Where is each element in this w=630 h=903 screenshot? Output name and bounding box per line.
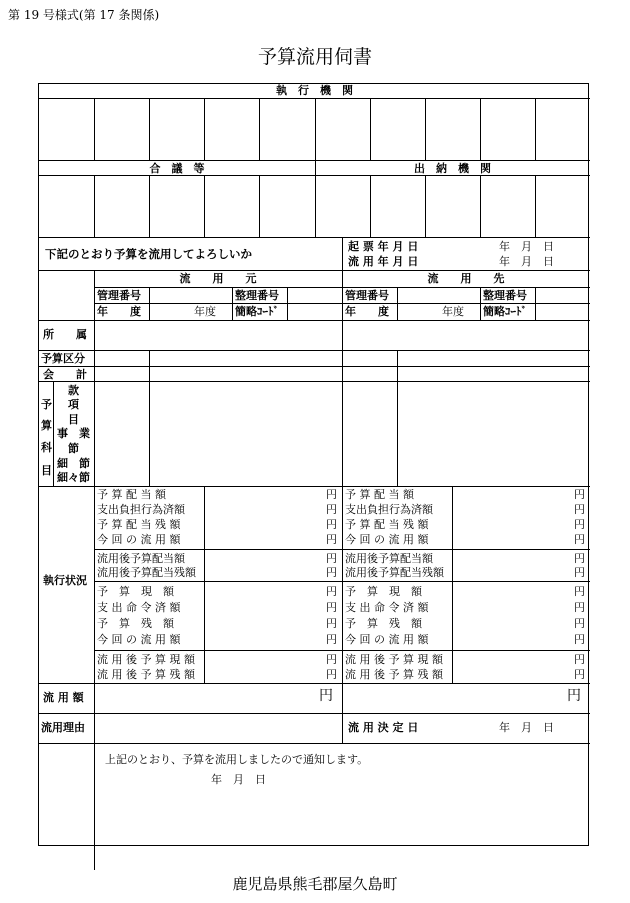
dst-status-label-4: 今 回 の 流 用 額	[345, 533, 429, 546]
notice-text: 上記のとおり、予算を流用しましたので通知します。	[105, 753, 369, 766]
subject-saisaisetsu: 細々節	[57, 471, 90, 484]
affiliation-label: 所 属	[43, 328, 87, 341]
header-execution-org: 執 行 機 関	[276, 84, 353, 97]
subject-setsu: 節	[68, 442, 79, 455]
draft-date-label: 起 票 年 月 日	[348, 240, 419, 253]
src-status-label-8: 支 出 命 令 済 額	[97, 601, 181, 614]
dst-status-unit-5: 円	[574, 552, 585, 565]
dst-status-label-10: 今 回 の 流 用 額	[345, 633, 429, 646]
dest-short-code-label: 簡略ｺｰﾄﾞ	[483, 305, 527, 318]
source-mgmt-no-label: 管理番号	[97, 289, 141, 302]
src-status-label-2: 支出負担行為済額	[97, 503, 185, 516]
src-status-unit-3: 円	[326, 518, 337, 531]
src-status-label-6: 流用後予算配当残額	[97, 566, 196, 579]
header-treasury: 出 納 機 関	[414, 162, 491, 175]
notice-date: 年 月 日	[211, 773, 266, 786]
source-short-code-label: 簡略ｺｰﾄﾞ	[235, 305, 279, 318]
subject-saisetsu: 細 節	[57, 457, 90, 470]
subject-side-4: 目	[41, 464, 52, 477]
dest-ref-no-label: 整理番号	[483, 289, 527, 302]
dst-status-label-6: 流用後予算配当残額	[345, 566, 444, 579]
dst-status-label-7: 予 算 現 額	[345, 585, 422, 598]
municipality-name: 鹿児島県熊毛郡屋久島町	[232, 875, 398, 893]
dst-status-unit-2: 円	[574, 503, 585, 516]
source-fiscal-year-label: 年 度	[97, 305, 141, 318]
src-status-label-1: 予 算 配 当 額	[97, 488, 166, 501]
form-number: 第 19 号様式(第 17 条関係)	[8, 8, 160, 22]
dest-amount-unit: 円	[567, 688, 581, 704]
src-status-unit-9: 円	[326, 617, 337, 630]
dst-status-label-11: 流 用 後 予 算 現 額	[345, 653, 443, 666]
dst-status-unit-11: 円	[574, 653, 585, 666]
src-status-label-10: 今 回 の 流 用 額	[97, 633, 181, 646]
src-status-unit-12: 円	[326, 668, 337, 681]
src-status-unit-4: 円	[326, 533, 337, 546]
dst-status-label-12: 流 用 後 予 算 残 額	[345, 668, 443, 681]
src-status-label-9: 予 算 残 額	[97, 617, 174, 630]
draft-date-value: 年 月 日	[499, 240, 554, 253]
document-title: 予算流用伺書	[257, 46, 372, 68]
dest-year-suffix: 年度	[442, 305, 464, 318]
src-status-label-5: 流用後予算配当額	[97, 552, 185, 565]
transfer-amount-label: 流 用 額	[43, 691, 84, 704]
decision-date-value: 年 月 日	[499, 721, 554, 734]
subject-moku: 目	[68, 413, 79, 426]
request-text: 下記のとおり予算を流用してよろしいか	[45, 247, 252, 261]
execution-status-label: 執行状況	[43, 574, 87, 587]
source-label: 流 用 元	[179, 272, 257, 285]
dst-status-label-9: 予 算 残 額	[345, 617, 422, 630]
src-status-label-7: 予 算 現 額	[97, 585, 174, 598]
dst-status-unit-8: 円	[574, 601, 585, 614]
dest-fiscal-year-label: 年 度	[345, 305, 389, 318]
subject-jigyou: 事 業	[57, 427, 90, 440]
src-status-unit-2: 円	[326, 503, 337, 516]
src-status-label-4: 今 回 の 流 用 額	[97, 533, 181, 546]
dst-status-label-8: 支 出 命 令 済 額	[345, 601, 429, 614]
subject-side-2: 算	[41, 419, 52, 432]
dst-status-unit-12: 円	[574, 668, 585, 681]
budget-transfer-form	[38, 83, 589, 846]
dst-status-label-1: 予 算 配 当 額	[345, 488, 414, 501]
src-status-unit-7: 円	[326, 585, 337, 598]
accounting-label: 会 計	[43, 368, 87, 381]
src-status-unit-11: 円	[326, 653, 337, 666]
destination-label: 流 用 先	[427, 272, 505, 285]
src-status-unit-5: 円	[326, 552, 337, 565]
dest-mgmt-no-label: 管理番号	[345, 289, 389, 302]
decision-date-label: 流 用 決 定 日	[348, 721, 419, 734]
dst-status-unit-4: 円	[574, 533, 585, 546]
src-status-label-11: 流 用 後 予 算 現 額	[97, 653, 195, 666]
source-amount-unit: 円	[319, 688, 333, 704]
subject-kan: 款	[68, 384, 79, 397]
src-status-unit-8: 円	[326, 601, 337, 614]
transfer-reason-label: 流用理由	[41, 721, 85, 734]
source-ref-no-label: 整理番号	[235, 289, 279, 302]
src-status-unit-6: 円	[326, 566, 337, 579]
header-council: 合 議 等	[149, 162, 205, 175]
dst-status-unit-10: 円	[574, 633, 585, 646]
dst-status-label-2: 支出負担行為済額	[345, 503, 433, 516]
dst-status-unit-7: 円	[574, 585, 585, 598]
src-status-label-3: 予 算 配 当 残 額	[97, 518, 181, 531]
src-status-unit-1: 円	[326, 488, 337, 501]
budget-category-label: 予算区分	[41, 352, 85, 365]
subject-side-3: 科	[41, 441, 52, 454]
source-year-suffix: 年度	[194, 305, 216, 318]
dst-status-label-5: 流用後予算配当額	[345, 552, 433, 565]
dst-status-label-3: 予 算 配 当 残 額	[345, 518, 429, 531]
transfer-date-value: 年 月 日	[499, 255, 554, 268]
src-status-unit-10: 円	[326, 633, 337, 646]
dst-status-unit-3: 円	[574, 518, 585, 531]
subject-side-1: 予	[41, 398, 52, 411]
dst-status-unit-9: 円	[574, 617, 585, 630]
src-status-label-12: 流 用 後 予 算 残 額	[97, 668, 195, 681]
transfer-date-label: 流 用 年 月 日	[348, 255, 419, 268]
dst-status-unit-1: 円	[574, 488, 585, 501]
dst-status-unit-6: 円	[574, 566, 585, 579]
subject-kou: 項	[68, 398, 79, 411]
